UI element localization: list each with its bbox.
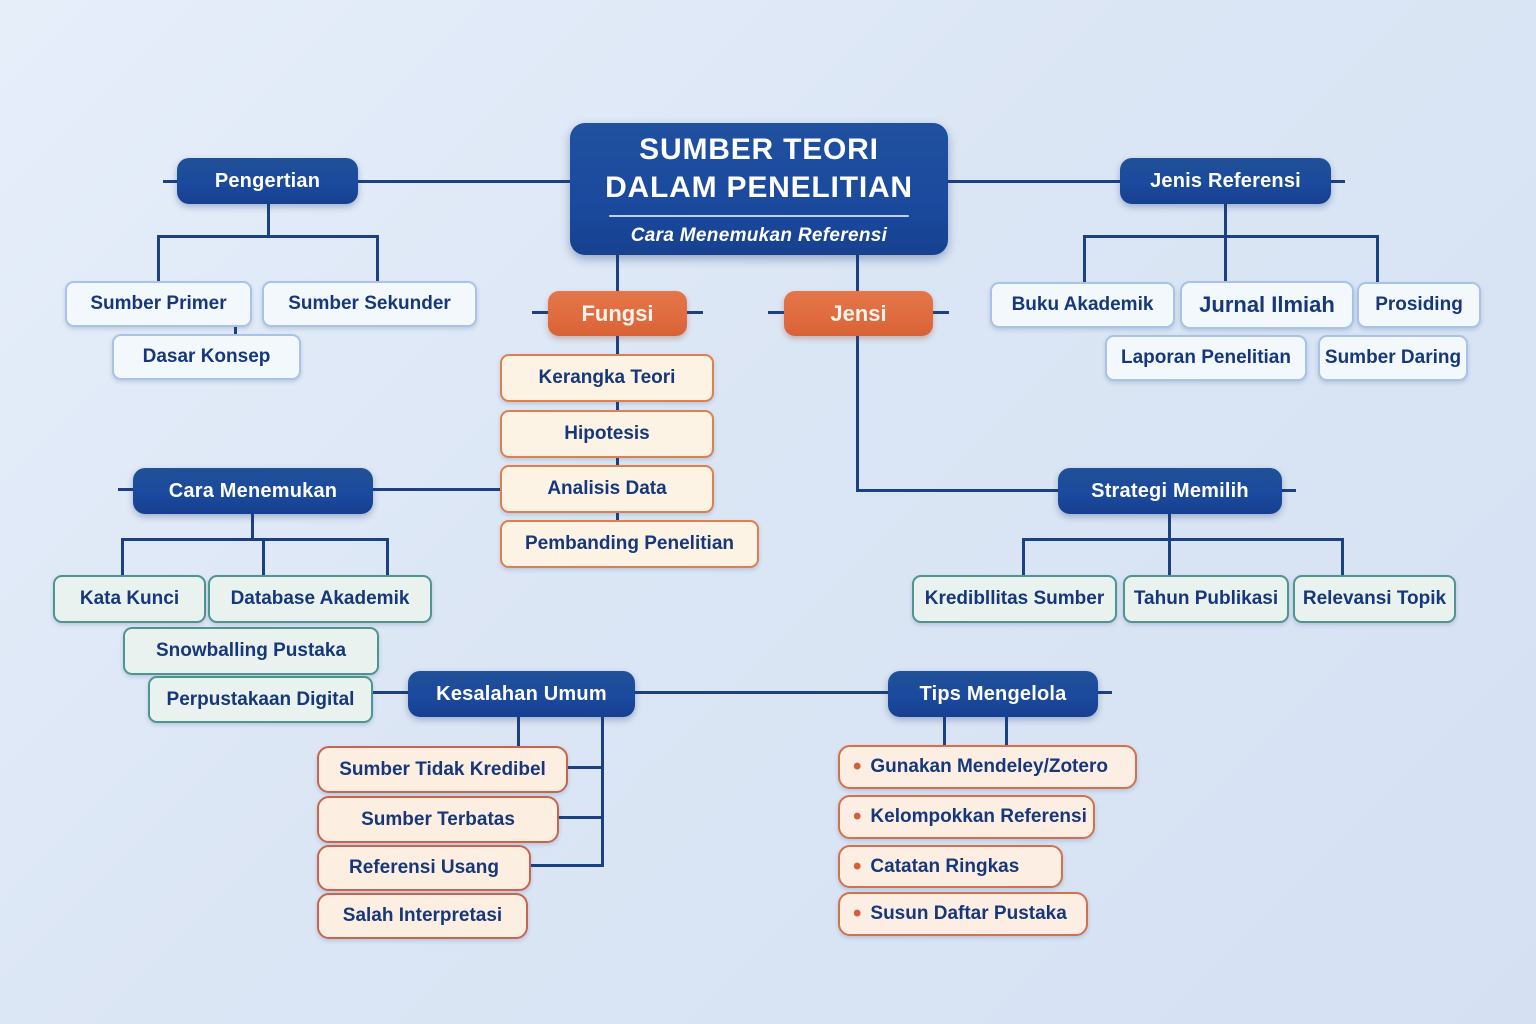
connector-jenis-down [1224,204,1227,237]
connector-pengertian-central [358,180,570,183]
child-buku-akademik-label: Buku Akademik [1011,294,1154,315]
child-gunakan-mendeley [838,745,1137,789]
connector-central-jensi [856,255,859,291]
child-prosiding-label: Prosiding [1375,294,1463,315]
child-perpustakaan-digital [148,676,373,723]
connector-drop-sumber-sekunder [376,235,379,281]
connector-jensi-strategi-h [856,489,1058,492]
connector-drop-tahun [1168,538,1171,575]
connector-central-fungsi [616,255,619,291]
node-jenis-referensi-label: Jenis Referensi [1150,169,1301,192]
connector-jenis-right-stub [1331,180,1345,183]
connector-drop-relevansi [1341,538,1344,575]
connector-tips-right-stub [1098,691,1112,694]
child-sumber-daring-label: Sumber Daring [1324,347,1462,368]
connector-stub-kredibel [564,766,604,769]
child-kerangka-teori [500,354,714,402]
connector-strategi-right-stub [1282,489,1296,492]
connector-drop-database-2 [386,538,389,575]
child-sumber-terbatas-label: Sumber Terbatas [361,808,515,830]
bullet-icon: • [853,852,862,880]
child-catatan-ringkas-label: Catatan Ringkas [870,855,1020,877]
central-node [570,123,948,255]
bullet-icon: • [853,753,862,780]
child-kata-kunci-label: Kata Kunci [79,588,180,609]
child-kredibilitas-sumber [912,575,1117,623]
child-pembanding-penelitian [500,520,759,568]
child-hipotesis [500,410,714,458]
child-sumber-tidak-kredibel-label: Sumber Tidak Kredibel [339,758,546,780]
connector-drop-database-1 [262,538,265,575]
connector-drop-jurnal-ilmiah [1224,235,1227,281]
child-susun-daftar-pustaka [838,892,1088,936]
child-sumber-terbatas [317,796,559,843]
child-database-akademik [208,575,432,623]
child-prosiding [1357,282,1481,328]
child-database-akademik-label: Database Akademik [230,588,410,609]
child-kata-kunci [53,575,206,623]
node-cara-menemukan-label: Cara Menemukan [168,479,338,502]
node-tips-mengelola-label: Tips Mengelola [919,682,1067,705]
child-gunakan-mendeley-label: Gunakan Mendeley/Zotero [870,756,1108,777]
connector-cara-analisis [373,488,500,491]
child-relevansi-topik-label: Relevansi Topik [1302,588,1447,609]
child-analisis-data-label: Analisis Data [547,478,667,499]
child-susun-daftar-pustaka-label: Susun Daftar Pustaka [870,903,1067,924]
node-kesalahan-umum-label: Kesalahan Umum [436,682,607,705]
child-sumber-sekunder-label: Sumber Sekunder [288,293,451,314]
child-salah-interpretasi [317,893,528,939]
connector-pengertian-branch [157,235,378,238]
connector-kesalahan-down-2 [601,717,604,867]
central-divider [609,215,909,217]
connector-drop-buku-akademik [1083,235,1086,282]
connector-fungsi-left-stub [532,311,548,314]
node-jensi [784,291,933,336]
connector-fungsi-kerangka [616,336,619,354]
node-pengertian [177,158,358,204]
central-title-line2: DALAM PENELITIAN [605,170,913,204]
child-catatan-ringkas [838,845,1063,888]
connector-drop-sumber-primer [157,235,160,281]
child-perpustakaan-digital-label: Perpustakaan Digital [166,688,355,710]
child-kelompokkan-referensi-label: Kelompokkan Referensi [870,806,1087,827]
node-cara-menemukan [133,468,373,514]
child-salah-interpretasi-label: Salah Interpretasi [342,905,503,926]
connector-pengertian-left-stub [163,180,177,183]
connector-jensi-strategi-v [856,336,859,492]
connector-cara-down [251,514,254,540]
child-dasar-konsep [112,334,301,380]
child-hipotesis-label: Hipotesis [564,423,650,444]
child-laporan-penelitian-label: Laporan Penelitian [1121,347,1291,368]
child-sumber-primer-label: Sumber Primer [90,293,227,314]
child-tahun-publikasi [1123,575,1289,623]
connector-kesalahan-down-1 [517,717,520,746]
connector-jensi-left-stub [768,311,784,314]
connector-kesalahan-tips [635,691,888,694]
node-fungsi-label: Fungsi [581,300,654,326]
connector-tips-down-1 [943,717,946,745]
child-referensi-usang [317,845,531,891]
child-laporan-penelitian [1105,335,1307,381]
central-subtitle: Cara Menemukan Referensi [630,225,888,246]
connector-jensi-right-stub [933,311,949,314]
connector-strategi-branch [1022,538,1344,541]
connector-central-jenis [948,180,1120,183]
central-title-line1: SUMBER TEORI [639,133,879,166]
bullet-icon: • [853,803,862,830]
child-kerangka-teori-label: Kerangka Teori [538,367,676,388]
node-strategi-memilih-label: Strategi Memilih [1091,479,1249,502]
connector-stub-terbatas [555,816,604,819]
connector-drop-kata-kunci [121,538,124,575]
child-snowballing-pustaka [123,627,379,675]
connector-cara-left-stub [118,488,133,491]
child-jurnal-ilmiah [1180,281,1354,329]
node-tips-mengelola [888,671,1098,717]
child-referensi-usang-label: Referensi Usang [349,857,499,878]
connector-strategi-down [1168,514,1171,540]
node-strategi-memilih [1058,468,1282,514]
child-pembanding-penelitian-label: Pembanding Penelitian [524,533,735,554]
child-sumber-sekunder [262,281,477,327]
child-snowballing-pustaka-label: Snowballing Pustaka [155,640,347,661]
connector-jenis-branch [1083,235,1379,238]
central-title [605,131,913,206]
bullet-icon: • [853,900,862,927]
child-sumber-daring [1318,335,1468,381]
child-analisis-data [500,465,714,513]
connector-pengertian-down [267,204,270,237]
connector-drop-kredibilitas [1022,538,1025,575]
connector-cara-branch [121,538,389,541]
child-tahun-publikasi-label: Tahun Publikasi [1133,588,1279,609]
connector-perpustakaan-kesalahan [369,691,408,694]
child-jurnal-ilmiah-label: Jurnal Ilmiah [1199,292,1335,317]
child-dasar-konsep-label: Dasar Konsep [142,346,271,367]
node-jensi-label: Jensi [830,300,887,326]
child-kredibilitas-sumber-label: Kredibllitas Sumber [924,588,1105,609]
child-relevansi-topik [1293,575,1456,623]
child-sumber-primer [65,281,252,327]
connector-tips-down-2 [1005,717,1008,745]
connector-fungsi-right-stub [687,311,703,314]
node-jenis-referensi [1120,158,1331,204]
node-pengertian-label: Pengertian [214,169,321,192]
connector-stub-usang [527,864,604,867]
child-sumber-tidak-kredibel [317,746,568,793]
child-buku-akademik [990,282,1175,328]
child-kelompokkan-referensi [838,795,1095,839]
node-fungsi [548,291,687,336]
connector-drop-prosiding [1376,235,1379,282]
node-kesalahan-umum [408,671,635,717]
